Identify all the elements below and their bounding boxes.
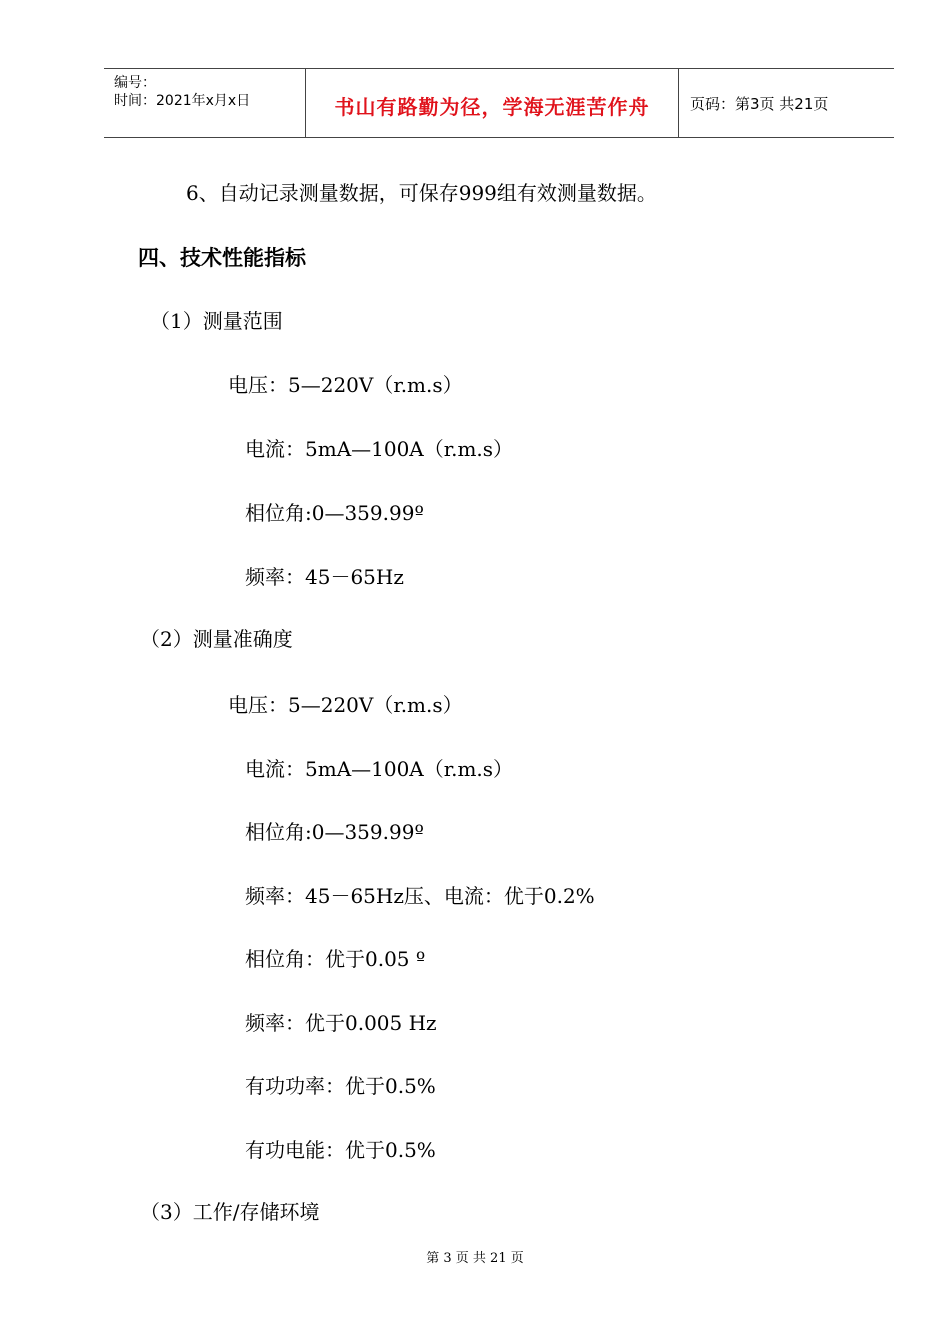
accuracy-voltage-current-spec: 频率：45－65Hz压、电流：优于0.2% [245, 884, 595, 908]
header-page-number: 页码：第3页 共21页 [690, 95, 829, 113]
range-current: 电流：5mA—100A（r.m.s） [245, 437, 514, 461]
subsection-title-accuracy: （2）测量准确度 [140, 627, 293, 651]
feature-item-6: 6、自动记录测量数据，可保存999组有效测量数据。 [186, 181, 657, 205]
document-code-label: 编号： [114, 75, 156, 91]
header-motto-cell [306, 69, 679, 137]
range-phase-angle: 相位角:0—359.99º [245, 501, 424, 525]
subsection-title-range: （1）测量范围 [150, 309, 283, 333]
range-frequency: 频率：45－65Hz [245, 565, 404, 589]
header-info-cell [104, 69, 306, 137]
header-motto: 书山有路勤为径，学海无涯苦作舟 [334, 95, 650, 119]
page-footer: 第 3 页 共 21 页 [426, 1251, 524, 1266]
header-page-cell [679, 69, 894, 137]
section-title-specs: 四、技术性能指标 [138, 246, 306, 270]
accuracy-voltage: 电压：5—220V（r.m.s） [228, 693, 463, 717]
subsection-title-environment: （3）工作/存储环境 [140, 1200, 320, 1224]
range-voltage: 电压：5—220V（r.m.s） [228, 373, 463, 397]
document-date: 时间：2021年x月x日 [114, 93, 251, 109]
accuracy-phase-angle: 相位角:0—359.99º [245, 820, 424, 844]
page-header [104, 68, 894, 138]
accuracy-phase-spec: 相位角：优于0.05 º [245, 947, 426, 971]
accuracy-current: 电流：5mA—100A（r.m.s） [245, 757, 514, 781]
accuracy-frequency-spec: 频率：优于0.005 Hz [245, 1011, 437, 1035]
accuracy-active-energy: 有功电能：优于0.5% [245, 1138, 436, 1162]
accuracy-active-power: 有功功率：优于0.5% [245, 1074, 436, 1098]
